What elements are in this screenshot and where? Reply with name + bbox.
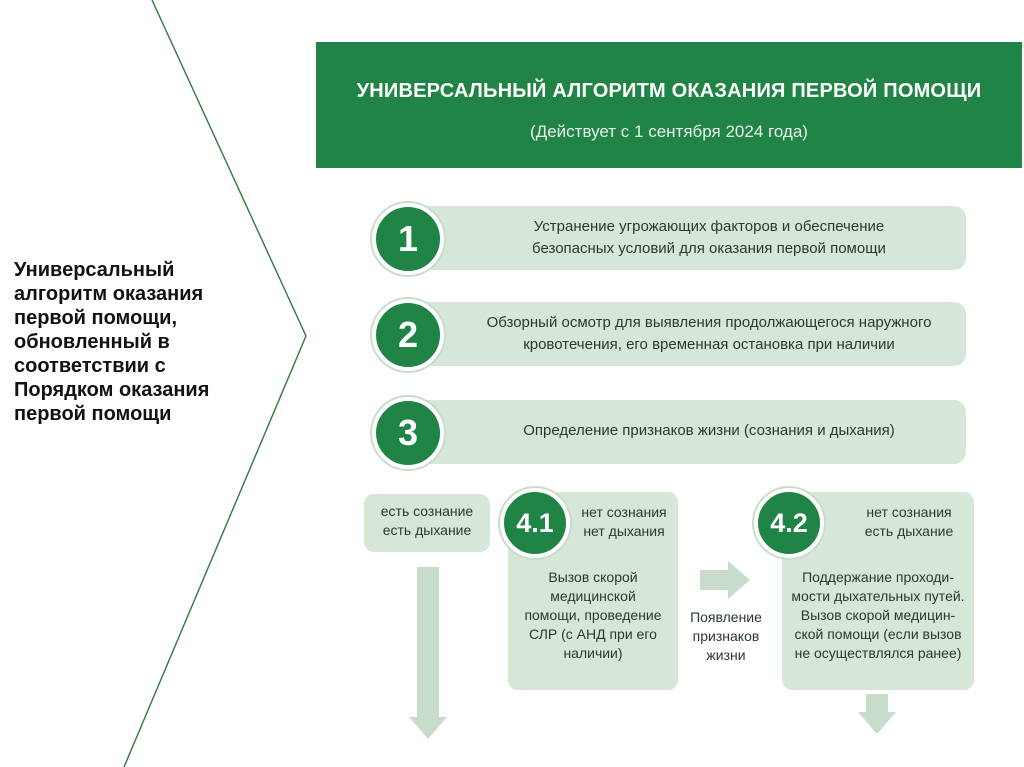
step-text-line: Устранение угрожающих факторов и обеспечение <box>533 218 885 235</box>
step-2 <box>372 296 966 366</box>
step-text-line: кровотечения, его временная остановка при наличии <box>523 336 895 353</box>
step-number-badge: 2 <box>372 299 444 371</box>
action-line: не осуществлялся ранее) <box>794 645 962 661</box>
branch-text-line: есть дыхание <box>382 522 472 538</box>
action-line: помощи, проведение <box>524 607 662 623</box>
step-number-badge: 1 <box>372 203 444 275</box>
step-number-badge: 3 <box>372 397 444 469</box>
first-aid-algorithm-infographic <box>316 42 1022 744</box>
action-line: мости дыхательных путей. <box>791 588 965 604</box>
step-4-2-badge: 4.2 <box>754 488 824 558</box>
step-text <box>464 420 954 442</box>
branch-action <box>508 568 678 663</box>
action-line: СЛР (с АНД при его <box>529 626 657 642</box>
arrow-down-icon <box>866 694 888 714</box>
step-text <box>464 216 954 260</box>
caption-line: соответствии с <box>14 355 166 377</box>
branch-condition <box>848 503 970 541</box>
transition-line: Появление <box>690 609 762 625</box>
action-line: Вызов скорой медицин- <box>800 607 956 623</box>
action-line: медицинской <box>550 588 636 604</box>
condition-line: нет дыхания <box>583 523 665 539</box>
caption-line: алгоритм оказания <box>14 283 204 305</box>
branch-text-line: есть сознание <box>380 503 474 519</box>
caption-line: обновленный в <box>14 331 170 353</box>
condition-line: есть дыхание <box>864 523 954 539</box>
arrow-down-icon <box>417 567 439 719</box>
caption-line: Порядком оказания <box>14 379 210 401</box>
branch-action <box>782 568 974 663</box>
caption-line: Универсальный <box>14 259 175 281</box>
branch-conscious-box <box>364 494 490 552</box>
condition-line: нет сознания <box>581 504 667 520</box>
step-text-line: Обзорный осмотр для выявления продолжающегося наружного <box>486 314 932 331</box>
step-text-line: Определение признаков жизни (сознания и дыхания) <box>523 422 895 439</box>
caption-line: первой помощи <box>14 403 172 425</box>
action-line: Поддержание проходи- <box>802 569 954 585</box>
step-text-line: безопасных условий для оказания первой помощи <box>532 240 886 257</box>
transition-line: признаков <box>692 628 760 644</box>
action-line: наличии) <box>563 645 623 661</box>
caption-line: первой помощи, <box>14 307 178 329</box>
action-line: Вызов скорой <box>548 569 638 585</box>
transition-line: жизни <box>706 647 746 663</box>
infographic-title: УНИВЕРСАЛЬНЫЙ АЛГОРИТМ ОКАЗАНИЯ ПЕРВОЙ ПОМОЩИ <box>356 80 982 102</box>
step-4-1-badge: 4.1 <box>500 488 570 558</box>
slide-caption <box>14 258 284 426</box>
action-line: ской помощи (если вызов <box>794 626 962 642</box>
infographic-header <box>316 42 1022 168</box>
branch-condition <box>572 503 676 541</box>
step-1 <box>372 200 966 270</box>
step-3 <box>372 394 966 464</box>
step-text <box>464 312 954 356</box>
condition-line: нет сознания <box>866 504 952 520</box>
transition-note <box>684 608 768 665</box>
arrow-right-icon <box>700 570 730 590</box>
infographic-subtitle: (Действует с 1 сентября 2024 года) <box>530 122 808 141</box>
